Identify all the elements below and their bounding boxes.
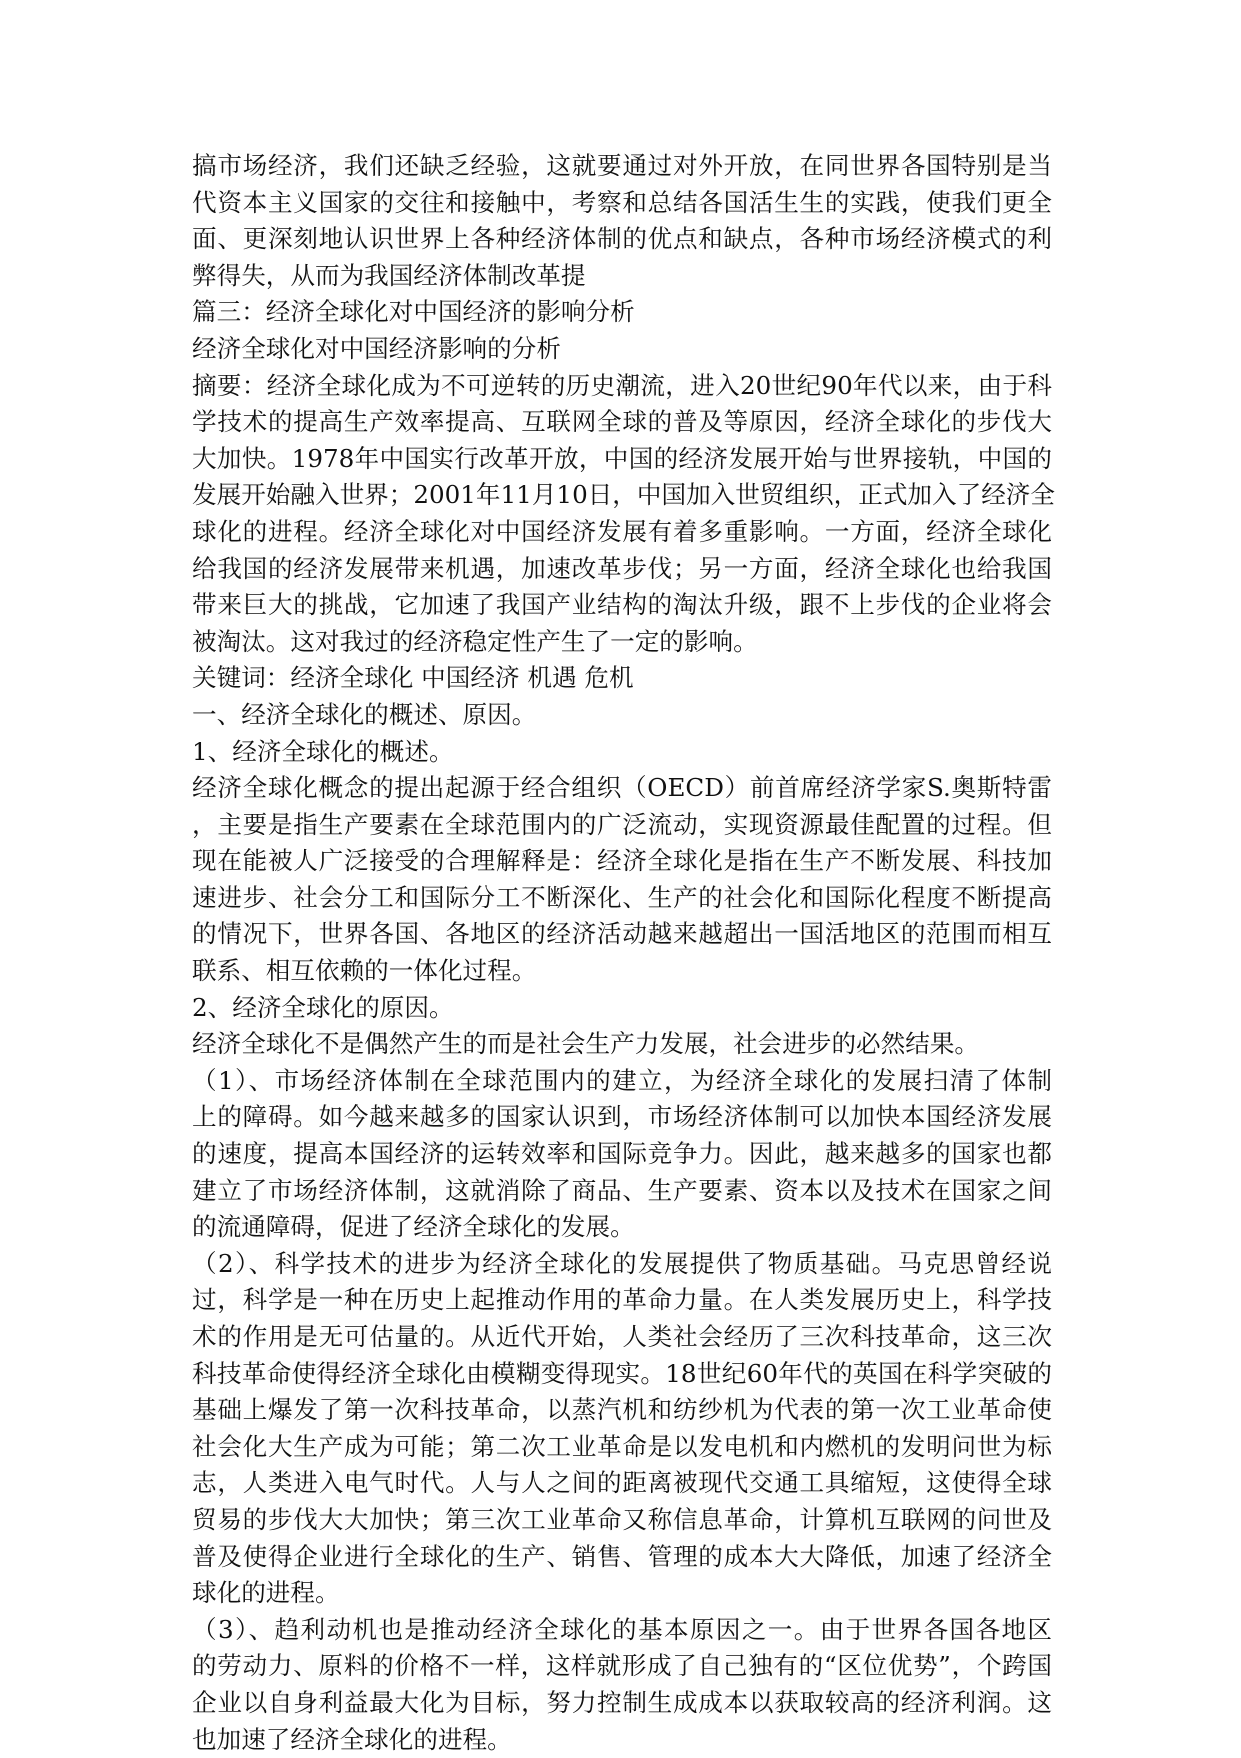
text-line: 给我国的经济发展带来机遇，加速改革步伐；另一方面，经济全球化也给我国 (192, 553, 1052, 583)
text-line: 代资本主义国家的交往和接触中，考察和总结各国活生生的实践，使我们更全 (192, 187, 1052, 217)
text-line: 建立了市场经济体制，这就消除了商品、生产要素、资本以及技术在国家之间 (192, 1175, 1052, 1205)
text-line: 科技革命使得经济全球化由模糊变得现实。18世纪60年代的英国在科学突破的 (192, 1358, 1052, 1388)
text-line: 普及使得企业进行全球化的生产、销售、管理的成本大大降低，加速了经济全 (192, 1541, 1052, 1571)
text-line: 的劳动力、原料的价格不一样，这样就形成了自己独有的“区位优势”，个跨国 (192, 1651, 1052, 1681)
text-line: 学技术的提高生产效率提高、互联网全球的普及等原因，经济全球化的步伐大 (192, 407, 1052, 437)
text-line: （3）、趋利动机也是推动经济全球化的基本原因之一。由于世界各国各地区 (192, 1614, 1052, 1644)
text-line: 弊得失，从而为我国经济体制改革提 (192, 260, 586, 290)
text-line: 搞市场经济，我们还缺乏经验，这就要通过对外开放，在同世界各国特别是当 (192, 151, 1052, 180)
text-line: 速进步、社会分工和国际分工不断深化、生产的社会化和国际化程度不断提高 (192, 882, 1052, 912)
text-line: 的流通障碍，促进了经济全球化的发展。 (192, 1212, 635, 1242)
text-line: 带来巨大的挑战，它加速了我国产业结构的淘汰升级，跟不上步伐的企业将会 (192, 590, 1052, 620)
text-line: 的情况下，世界各国、各地区的经济活动越来越超出一国活地区的范围而相互 (192, 919, 1052, 949)
text-line: ，主要是指生产要素在全球范围内的广泛流动，实现资源最佳配置的过程。但 (192, 809, 1052, 839)
text-line: 关键词：经济全球化 中国经济 机遇 危机 (192, 663, 634, 693)
text-line: 贸易的步伐大大加快；第三次工业革命又称信息革命，计算机互联网的问世及 (192, 1504, 1052, 1534)
text-line: 基础上爆发了第一次科技革命，以蒸汽机和纺纱机为代表的第一次工业革命使 (192, 1395, 1052, 1425)
text-line: 摘要：经济全球化成为不可逆转的历史潮流，进入20世纪90年代以来，由于科 (192, 370, 1052, 400)
text-line: （1）、市场经济体制在全球范围内的建立，为经济全球化的发展扫清了体制 (192, 1065, 1052, 1095)
text-line: 联系、相互依赖的一体化过程。 (192, 956, 537, 986)
text-line: 企业以自身利益最大化为目标，努力控制生成成本以获取较高的经济利润。这 (192, 1687, 1052, 1717)
text-line: 大加快。1978年中国实行改革开放，中国的经济发展开始与世界接轨，中国的 (192, 443, 1052, 473)
text-line: 现在能被人广泛接受的合理解释是：经济全球化是指在生产不断发展、科技加 (192, 846, 1052, 876)
document-body (192, 148, 1055, 1758)
text-line: 志，人类进入电气时代。人与人之间的距离被现代交通工具缩短，这使得全球 (192, 1468, 1052, 1498)
text-line: 2、经济全球化的原因。 (192, 992, 454, 1022)
text-line: 过，科学是一种在历史上起推动作用的革命力量。在人类发展历史上，科学技 (192, 1285, 1052, 1315)
text-line: 上的障碍。如今越来越多的国家认识到，市场经济体制可以加快本国经济发展 (192, 1102, 1052, 1132)
text-line: 经济全球化不是偶然产生的而是社会生产力发展，社会进步的必然结果。 (192, 1029, 980, 1059)
text-line: 1、经济全球化的概述。 (192, 736, 454, 766)
text-line: 面、更深刻地认识世界上各种经济体制的优点和缺点，各种市场经济模式的利 (192, 224, 1052, 254)
text-line: 一、经济全球化的概述、原因。 (192, 699, 537, 729)
text-line: 的速度，提高本国经济的运转效率和国际竞争力。因此，越来越多的国家也都 (192, 1139, 1052, 1169)
text-line: 也加速了经济全球化的进程。 (192, 1724, 512, 1754)
text-line: （2）、科学技术的进步为经济全球化的发展提供了物质基础。马克思曾经说 (192, 1248, 1052, 1278)
text-line: 社会化大生产成为可能；第二次工业革命是以发电机和内燃机的发明问世为标 (192, 1431, 1052, 1461)
text-line: 术的作用是无可估量的。从近代开始，人类社会经历了三次科技革命，这三次 (192, 1322, 1052, 1351)
text-line: 经济全球化概念的提出起源于经合组织（OECD）前首席经济学家S.奥斯特雷 (192, 773, 1052, 803)
text-line: 球化的进程。 (192, 1578, 340, 1608)
text-line: 球化的进程。经济全球化对中国经济发展有着多重影响。一方面，经济全球化 (192, 516, 1052, 546)
text-line: 被淘汰。这对我过的经济稳定性产生了一定的影响。 (192, 626, 758, 656)
text-line: 经济全球化对中国经济影响的分析 (192, 333, 561, 363)
text-line: 发展开始融入世界；2001年11月10日，中国加入世贸组织，正式加入了经济全 (192, 480, 1055, 510)
text-line: 篇三：经济全球化对中国经济的影响分析 (192, 297, 635, 327)
